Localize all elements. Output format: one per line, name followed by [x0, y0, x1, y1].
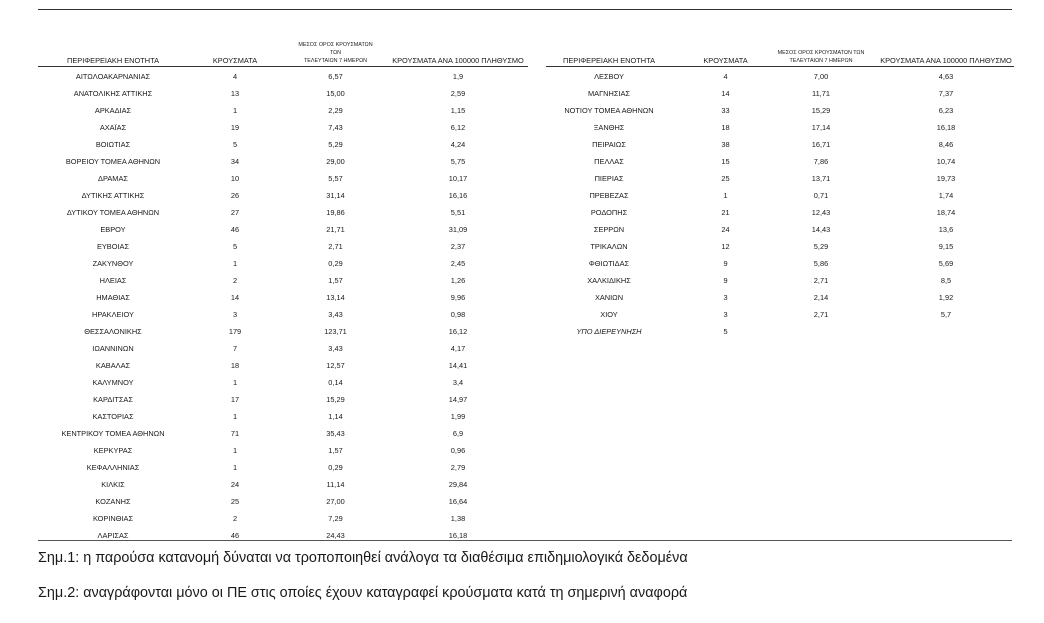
cell-cases: 26 [230, 191, 240, 200]
cell-avg7: 14,43 [811, 225, 831, 234]
table-row [38, 339, 528, 356]
cell-per100k: 2,37 [450, 242, 466, 251]
table-row [38, 152, 528, 169]
cell-cases: 179 [228, 327, 242, 336]
cell-per100k: 1,92 [938, 293, 954, 302]
cell-unit: ΑΡΚΑΔΙΑΣ [94, 106, 132, 115]
cell-unit: ΗΡΑΚΛΕΙΟΥ [92, 310, 134, 319]
cell-avg7: 6,57 [328, 72, 343, 81]
cell-per100k: 6,12 [450, 123, 466, 132]
table-row [546, 271, 1014, 288]
cell-unit: ΚΟΡΙΝΘΙΑΣ [92, 514, 134, 523]
cell-cases: 71 [230, 429, 240, 438]
cell-unit: ΒΟΙΩΤΙΑΣ [95, 140, 131, 149]
cell-unit: ΙΩΑΝΝΙΝΩΝ [92, 344, 134, 353]
top-divider [38, 9, 1012, 10]
cell-unit: ΗΜΑΘΙΑΣ [96, 293, 130, 302]
cell-per100k: 5,69 [938, 259, 954, 268]
cell-per100k: 14,41 [448, 361, 468, 370]
cell-unit: ΥΠΟ ΔΙΕΡΕΥΝΗΣΗ [576, 327, 642, 336]
cell-cases: 46 [230, 531, 240, 540]
cell-per100k: 14,97 [448, 395, 468, 404]
cell-unit: ΚΕΦΑΛΛΗΝΙΑΣ [86, 463, 140, 472]
cell-cases: 14 [230, 293, 240, 302]
table-row [546, 203, 1014, 220]
cell-unit: ΠΡΕΒΕΖΑΣ [589, 191, 629, 200]
cell-per100k: 2,45 [450, 259, 466, 268]
cell-unit: ΞΑΝΘΗΣ [593, 123, 625, 132]
table-row [38, 101, 528, 118]
table-header [546, 48, 1014, 67]
table-row [38, 237, 528, 254]
cell-avg7: 2,71 [813, 310, 829, 319]
cell-per100k: 9,96 [450, 293, 466, 302]
cell-per100k: 13,6 [938, 225, 954, 234]
cell-per100k: 4,24 [450, 140, 466, 149]
cell-avg7: 1,57 [328, 446, 343, 455]
cases-table-left [38, 42, 528, 543]
cell-avg7: 24,43 [326, 531, 345, 540]
cell-avg7: 123,71 [324, 327, 347, 336]
table-row [38, 254, 528, 271]
table-row [38, 322, 528, 339]
cell-cases: 3 [232, 310, 238, 319]
cell-unit: ΚΕΡΚΥΡΑΣ [93, 446, 133, 455]
table-row [38, 407, 528, 424]
cell-avg7: 0,14 [328, 378, 343, 387]
cell-per100k: 6,9 [452, 429, 464, 438]
cell-avg7: 2,71 [813, 276, 829, 285]
cell-cases: 33 [721, 106, 730, 115]
cell-unit: ΑΧΑΪΑΣ [99, 123, 127, 132]
cell-cases: 9 [723, 276, 728, 285]
table-row [546, 237, 1014, 254]
cell-unit: ΕΥΒΟΙΑΣ [96, 242, 130, 251]
cell-cases: 24 [721, 225, 730, 234]
cell-per100k: 16,16 [448, 191, 468, 200]
table-row [38, 373, 528, 390]
table-row [38, 203, 528, 220]
cell-avg7: 17,14 [811, 123, 831, 132]
cell-cases: 5 [723, 327, 728, 336]
cell-per100k: 3,4 [452, 378, 464, 387]
cell-cases: 4 [232, 72, 238, 81]
header-avg7-line2: ΤΕΛΕΥΤΑΙΩΝ 7 ΗΜΕΡΩΝ [789, 58, 853, 64]
cell-per100k: 1,9 [452, 72, 464, 81]
cell-per100k: 16,64 [448, 497, 468, 506]
cell-cases: 17 [230, 395, 240, 404]
cell-per100k: 19,73 [936, 174, 956, 183]
cell-unit: ΧΙΟΥ [600, 310, 618, 319]
cell-unit: ΘΕΣΣΑΛΟΝΙΚΗΣ [84, 327, 142, 336]
cell-cases: 27 [230, 208, 240, 217]
table-row [38, 492, 528, 509]
cell-cases: 1 [723, 191, 728, 200]
cell-unit: ΗΛΕΙΑΣ [99, 276, 127, 285]
header-avg7-line1: ΜΕΣΟΣ ΟΡΟΣ ΚΡΟΥΣΜΑΤΩΝ ΤΩΝ [777, 50, 865, 56]
cell-avg7: 7,43 [328, 123, 343, 132]
cell-unit: ΛΑΡΙΣΑΣ [97, 531, 129, 540]
cell-unit: ΖΑΚΥΝΘΟΥ [92, 259, 134, 268]
cell-cases: 12 [721, 242, 730, 251]
cell-cases: 5 [232, 140, 238, 149]
cell-per100k: 16,18 [936, 123, 956, 132]
cell-unit: ΦΘΙΩΤΙΔΑΣ [588, 259, 630, 268]
cell-avg7: 7,00 [813, 72, 829, 81]
cell-per100k: 5,51 [450, 208, 466, 217]
cell-per100k: 5,7 [940, 310, 952, 319]
header-avg7-line1: ΜΕΣΟΣ ΟΡΟΣ ΚΡΟΥΣΜΑΤΩΝ ΤΩΝ [298, 42, 373, 56]
cell-avg7: 5,29 [328, 140, 343, 149]
cell-unit: ΠΕΙΡΑΙΩΣ [592, 140, 626, 149]
cell-unit: ΛΕΣΒΟΥ [594, 72, 624, 81]
cell-cases: 24 [230, 480, 240, 489]
cell-per100k: 10,17 [448, 174, 468, 183]
table-row [38, 441, 528, 458]
table-row [38, 305, 528, 322]
header-unit: ΠΕΡΙΦΕΡΕΙΑΚΗ ΕΝΟΤΗΤΑ [67, 56, 159, 65]
cell-avg7: 2,29 [328, 106, 343, 115]
cell-unit: ΑΝΑΤΟΛΙΚΗΣ ΑΤΤΙΚΗΣ [73, 89, 153, 98]
cell-unit: ΔΥΤΙΚΗΣ ΑΤΤΙΚΗΣ [81, 191, 145, 200]
cell-per100k: 4,17 [450, 344, 466, 353]
cell-per100k: 0,98 [450, 310, 466, 319]
cell-unit: ΚΙΛΚΙΣ [101, 480, 125, 489]
cell-cases: 5 [232, 242, 238, 251]
table-row [38, 67, 528, 84]
table-row [38, 509, 528, 526]
cell-per100k: 4,63 [938, 72, 954, 81]
header-cases: ΚΡΟΥΣΜΑΤΑ [212, 56, 258, 65]
cell-per100k: 5,75 [450, 157, 466, 166]
cell-cases: 14 [721, 89, 730, 98]
cell-per100k: 7,37 [938, 89, 954, 98]
cell-avg7: 15,29 [811, 106, 831, 115]
cell-unit: ΔΡΑΜΑΣ [98, 174, 128, 183]
cell-unit: ΠΕΛΛΑΣ [594, 157, 624, 166]
table-row [546, 288, 1014, 305]
cell-avg7: 5,57 [328, 174, 343, 183]
header-avg7 [293, 41, 378, 65]
table-row [546, 118, 1014, 135]
cell-avg7: 5,29 [813, 242, 829, 251]
table-row [38, 271, 528, 288]
cell-per100k: 16,12 [448, 327, 468, 336]
cell-avg7: 16,71 [811, 140, 831, 149]
table-row [546, 169, 1014, 186]
cell-avg7: 5,86 [813, 259, 829, 268]
cell-avg7: 11,71 [812, 89, 830, 98]
cell-unit: ΜΑΓΝΗΣΙΑΣ [588, 89, 630, 98]
cell-unit: ΕΒΡΟΥ [100, 225, 126, 234]
cell-cases: 9 [723, 259, 728, 268]
cell-avg7: 12,57 [326, 361, 345, 370]
table-row [38, 186, 528, 203]
cell-cases: 2 [232, 276, 238, 285]
table-row [546, 186, 1014, 203]
cell-per100k: 2,59 [450, 89, 466, 98]
cell-cases: 1 [232, 259, 238, 268]
table-row [546, 305, 1014, 322]
cell-avg7: 7,86 [813, 157, 829, 166]
cell-cases: 18 [721, 123, 730, 132]
header-avg7 [771, 49, 871, 65]
header-per100k: ΚΡΟΥΣΜΑΤΑ ΑΝΑ 100000 ΠΛΗΘΥΣΜΟ [392, 56, 524, 65]
cell-per100k: 29,84 [448, 480, 468, 489]
cell-avg7: 1,57 [328, 276, 343, 285]
cell-avg7: 35,43 [326, 429, 345, 438]
table-row [546, 152, 1014, 169]
cell-avg7: 21,71 [326, 225, 345, 234]
cell-cases: 3 [723, 293, 728, 302]
cell-cases: 7 [232, 344, 238, 353]
table-row [38, 424, 528, 441]
cell-per100k: 8,5 [940, 276, 952, 285]
header-avg7-line2: ΤΕΛΕΥΤΑΙΩΝ 7 ΗΜΕΡΩΝ [303, 58, 368, 64]
cell-unit: ΣΕΡΡΩΝ [593, 225, 625, 234]
note-1: Σημ.1: η παρούσα κατανομή δύναται να τροποποιηθεί ανάλογα τα διαθέσιμα επιδημιολογικά δεδομένα [38, 550, 688, 566]
table-body-left [38, 67, 528, 543]
cell-avg7: 1,14 [328, 412, 343, 421]
cell-avg7: 0,29 [328, 463, 343, 472]
cell-cases: 18 [230, 361, 240, 370]
cell-per100k: 9,15 [938, 242, 954, 251]
cell-unit: ΧΑΝΙΩΝ [594, 293, 624, 302]
cell-cases: 1 [232, 378, 238, 387]
cell-avg7: 0,29 [328, 259, 343, 268]
table-row [38, 458, 528, 475]
table-row [546, 220, 1014, 237]
table-header [38, 42, 528, 67]
cell-unit: ΡΟΔΟΠΗΣ [590, 208, 628, 217]
cell-cases: 1 [232, 106, 238, 115]
cell-cases: 4 [723, 72, 728, 81]
cell-unit: ΑΙΤΩΛΟΑΚΑΡΝΑΝΙΑΣ [75, 72, 151, 81]
cell-per100k: 2,79 [450, 463, 466, 472]
cell-per100k: 8,46 [938, 140, 954, 149]
cell-avg7: 3,43 [328, 310, 343, 319]
table-row [38, 118, 528, 135]
table-row [38, 288, 528, 305]
cell-per100k: 1,99 [450, 412, 466, 421]
cell-cases: 25 [230, 497, 240, 506]
cell-unit: ΚΑΣΤΟΡΙΑΣ [92, 412, 134, 421]
cell-unit: ΚΑΛΥΜΝΟΥ [92, 378, 134, 387]
cell-per100k: 6,23 [938, 106, 954, 115]
table-row [38, 356, 528, 373]
cell-cases: 10 [230, 174, 240, 183]
table-row [546, 135, 1014, 152]
cell-avg7: 13,71 [811, 174, 831, 183]
cell-cases: 13 [230, 89, 240, 98]
cell-unit: ΚΟΖΑΝΗΣ [95, 497, 131, 506]
cell-avg7: 2,14 [813, 293, 829, 302]
cell-unit: ΒΟΡΕΙΟΥ ΤΟΜΕΑ ΑΘΗΝΩΝ [65, 157, 161, 166]
cell-cases: 2 [232, 514, 238, 523]
cell-cases: 38 [721, 140, 730, 149]
cell-unit: ΚΑΡΔΙΤΣΑΣ [93, 395, 133, 404]
table-row [38, 390, 528, 407]
header-unit: ΠΕΡΙΦΕΡΕΙΑΚΗ ΕΝΟΤΗΤΑ [563, 56, 655, 65]
cell-unit: ΚΑΒΑΛΑΣ [95, 361, 131, 370]
cell-unit: ΚΕΝΤΡΙΚΟΥ ΤΟΜΕΑ ΑΘΗΝΩΝ [61, 429, 165, 438]
cell-per100k: 10,74 [936, 157, 956, 166]
cell-avg7: 2,71 [328, 242, 343, 251]
cell-cases: 46 [230, 225, 240, 234]
bottom-divider [38, 540, 1012, 541]
cell-cases: 3 [723, 310, 728, 319]
cell-per100k: 1,15 [450, 106, 466, 115]
cell-unit: ΧΑΛΚΙΔΙΚΗΣ [587, 276, 631, 285]
cell-unit: ΔΥΤΙΚΟΥ ΤΟΜΕΑ ΑΘΗΝΩΝ [66, 208, 160, 217]
cell-cases: 15 [721, 157, 730, 166]
cell-cases: 25 [721, 174, 730, 183]
cell-cases: 21 [721, 208, 730, 217]
cell-avg7: 31,14 [326, 191, 345, 200]
cell-avg7: 0,71 [813, 191, 829, 200]
cell-avg7: 12,43 [811, 208, 831, 217]
cell-cases: 1 [232, 412, 238, 421]
table-row [38, 220, 528, 237]
cases-table-right [546, 48, 1014, 339]
cell-avg7: 15,29 [326, 395, 345, 404]
cell-cases: 19 [230, 123, 240, 132]
cell-cases: 1 [232, 463, 238, 472]
cell-avg7: 11,14 [326, 480, 345, 489]
cell-avg7: 3,43 [328, 344, 343, 353]
table-row [546, 67, 1014, 84]
cell-per100k: 31,09 [448, 225, 468, 234]
cell-cases: 34 [230, 157, 240, 166]
cell-avg7: 7,29 [328, 514, 343, 523]
cell-avg7: 13,14 [326, 293, 345, 302]
table-row [546, 322, 1014, 339]
cell-unit: ΝΟΤΙΟΥ ΤΟΜΕΑ ΑΘΗΝΩΝ [564, 106, 654, 115]
cell-cases: 1 [232, 446, 238, 455]
table-row [546, 254, 1014, 271]
table-row [546, 101, 1014, 118]
header-cases: ΚΡΟΥΣΜΑΤΑ [703, 56, 748, 65]
cell-per100k: 18,74 [936, 208, 956, 217]
cell-per100k: 1,26 [450, 276, 466, 285]
table-row [38, 169, 528, 186]
cell-per100k: 16,18 [448, 531, 468, 540]
table-row [38, 84, 528, 101]
header-per100k: ΚΡΟΥΣΜΑΤΑ ΑΝΑ 100000 ΠΛΗΘΥΣΜΟ [880, 56, 1012, 65]
table-row [38, 475, 528, 492]
cell-per100k: 1,74 [938, 191, 954, 200]
table-row [546, 84, 1014, 101]
note-2: Σημ.2: αναγράφονται μόνο οι ΠΕ στις οποίες έχουν καταγραφεί κρούσματα κατά τη σημερινή αναφορά [38, 585, 688, 601]
cell-per100k: 0,96 [450, 446, 466, 455]
table-row [38, 135, 528, 152]
cell-unit: ΤΡΙΚΑΛΩΝ [590, 242, 628, 251]
table-body-right [546, 67, 1014, 339]
cell-avg7: 15,00 [326, 89, 345, 98]
cell-avg7: 27,00 [326, 497, 345, 506]
cell-avg7: 29,00 [326, 157, 345, 166]
cell-per100k: 1,38 [450, 514, 466, 523]
cell-unit: ΠΙΕΡΙΑΣ [594, 174, 624, 183]
cell-avg7: 19,86 [326, 208, 345, 217]
